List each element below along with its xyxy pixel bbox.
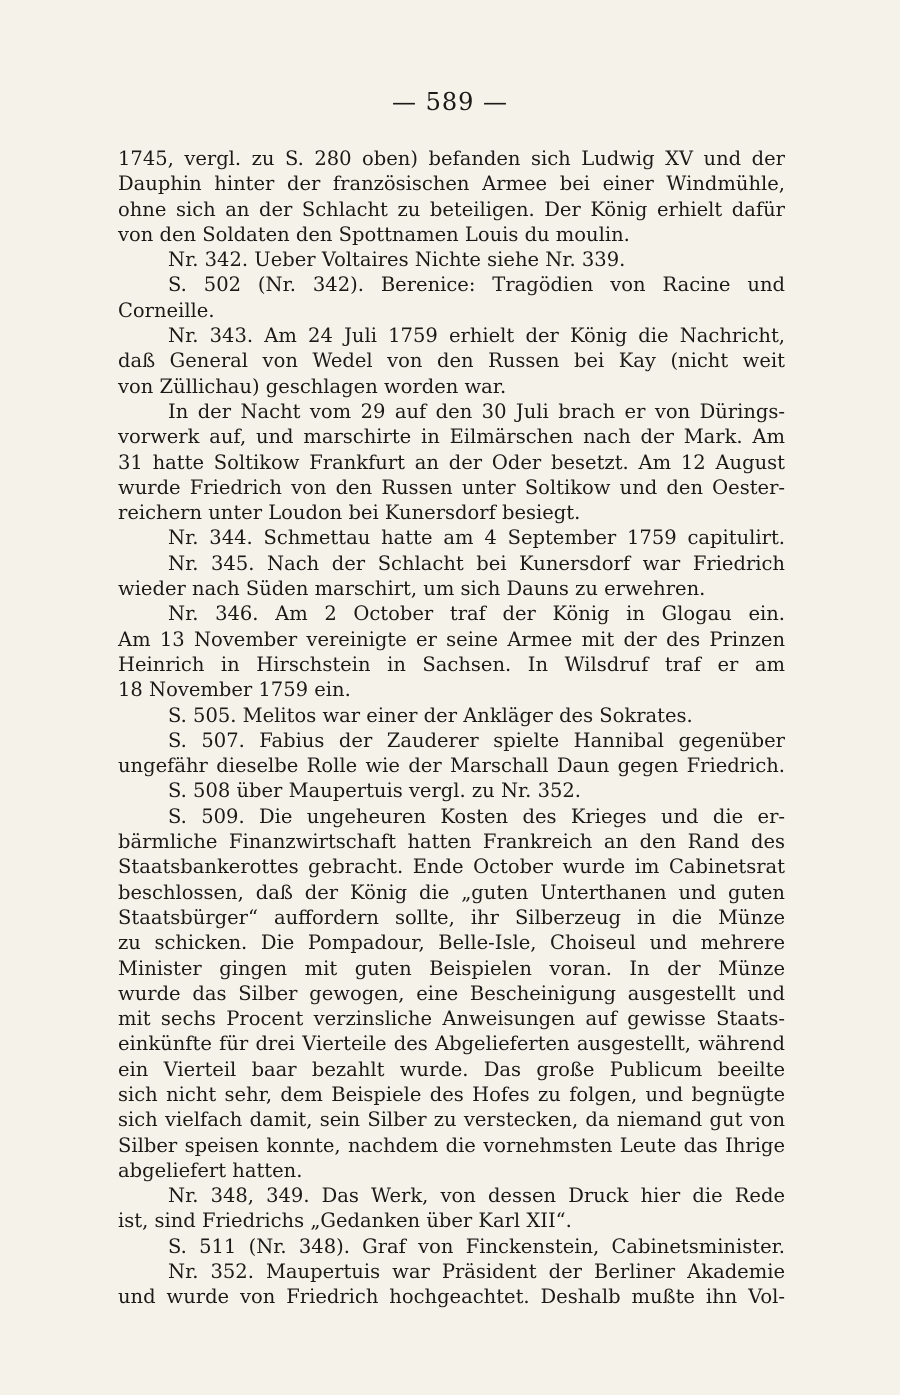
text-line: Nr. 345. Nach der Schlacht bei Kunersdorf war Friedrich (168, 551, 785, 575)
text-line: S. 502 (Nr. 342). Berenice: Tragödien von Racine und (168, 273, 785, 297)
text-line: 1745, vergl. zu S. 280 oben) befanden sich Ludwig XV und der (118, 147, 785, 170)
text-line: ungefähr dieselbe Rolle wie der Marschall Daun gegen Friedrich. (118, 754, 785, 778)
text-line: ein Vierteil baar bezahlt wurde. Das große Publicum beeilte (118, 1057, 785, 1081)
text-line: S. 507. Fabius der Zauderer spielte Hannibal gegenüber (168, 728, 785, 752)
text-line: vorwerk auf, und marschirte in Eilmärschen nach der Mark. Am (118, 425, 785, 449)
text-line: S. 508 über Maupertuis vergl. zu Nr. 352. (168, 779, 581, 803)
text-line: S. 511 (Nr. 348). Graf von Finckenstein, Cabinetsminister. (168, 1234, 785, 1258)
text-line: S. 505. Melitos war einer der Ankläger des Sokrates. (168, 703, 693, 727)
text-line: von den Soldaten den Spottnamen Louis du moulin. (118, 222, 630, 246)
text-line: Nr. 352. Maupertuis war Präsident der Berliner Akademie (168, 1260, 785, 1284)
text-line: S. 509. Die ungeheuren Kosten des Krieges und die er- (168, 804, 785, 828)
text-line: ohne sich an der Schlacht zu beteiligen. Der König erhielt dafür (118, 197, 785, 221)
text-line: Minister gingen mit guten Beispielen voran. In der Münze (118, 956, 785, 980)
text-line: ist, sind Friedrichs „Gedanken über Karl XII“. (118, 1209, 572, 1233)
text-line: einkünfte für drei Vierteile des Abgelieferten ausgestellt, während (118, 1032, 785, 1056)
text-line: 31 hatte Soltikow Frankfurt an der Oder besetzt. Am 12 August (118, 450, 785, 474)
text-line: Dauphin hinter der französischen Armee bei einer Windmühle, (118, 172, 785, 196)
text-line: Staatsbürger“ auffordern sollte, ihr Silberzeug in die Münze (118, 905, 785, 929)
text-line: Nr. 344. Schmettau hatte am 4 September 1759 capitulirt. (168, 526, 785, 550)
text-line: Silber speisen konnte, nachdem die vornehmsten Leute das Ihrige (118, 1133, 785, 1157)
text-line: und wurde von Friedrich hochgeachtet. Deshalb mußte ihn Vol- (118, 1285, 785, 1309)
page-number: — 589 — (391, 88, 509, 116)
text-line: von Züllichau) geschlagen worden war. (118, 374, 507, 398)
text-line: Staatsbankerottes gebracht. Ende October wurde im Cabinetsrat (118, 855, 785, 879)
text-line: Nr. 348, 349. Das Werk, von dessen Druck hier die Rede (168, 1184, 785, 1208)
body-text (118, 146, 785, 1310)
text-line: Heinrich in Hirschstein in Sachsen. In Wilsdruf traf er am (118, 652, 785, 676)
text-line: abgeliefert hatten. (118, 1158, 303, 1182)
text-line: beschlossen, daß der König die „guten Unterthanen und guten (118, 880, 785, 904)
text-line: wurde Friedrich von den Russen unter Soltikow und den Oester- (118, 475, 785, 499)
text-line: bärmliche Finanzwirtschaft hatten Frankreich an den Rand des (118, 830, 785, 854)
text-line: daß General von Wedel von den Russen bei Kay (nicht weit (118, 349, 785, 373)
text-line: Nr. 342. Ueber Voltaires Nichte siehe Nr. 339. (168, 248, 626, 272)
text-line: wieder nach Süden marschirt, um sich Dauns zu erwehren. (118, 577, 706, 601)
text-line: reichern unter Loudon bei Kunersdorf besiegt. (118, 501, 581, 525)
text-line: wurde das Silber gewogen, eine Bescheinigung ausgestellt und (118, 981, 785, 1005)
text-line: sich vielfach damit, sein Silber zu verstecken, da niemand gut von (118, 1108, 785, 1132)
text-line: In der Nacht vom 29 auf den 30 Juli brach er von Dürings- (168, 399, 785, 423)
text-line: zu schicken. Die Pompadour, Belle-Isle, Choiseul und mehrere (118, 931, 785, 955)
text-line: Nr. 346. Am 2 October traf der König in Glogau ein. (168, 602, 785, 626)
text-line: Am 13 November vereinigte er seine Armee mit der des Prinzen (118, 627, 785, 651)
text-line: Nr. 343. Am 24 Juli 1759 erhielt der König die Nachricht, (168, 324, 785, 348)
text-line: 18 November 1759 ein. (118, 678, 351, 702)
text-line: Corneille. (118, 298, 215, 322)
text-line: mit sechs Procent verzinsliche Anweisungen auf gewisse Staats- (118, 1007, 785, 1031)
text-line: sich nicht sehr, dem Beispiele des Hofes zu folgen, und begnügte (118, 1082, 785, 1106)
